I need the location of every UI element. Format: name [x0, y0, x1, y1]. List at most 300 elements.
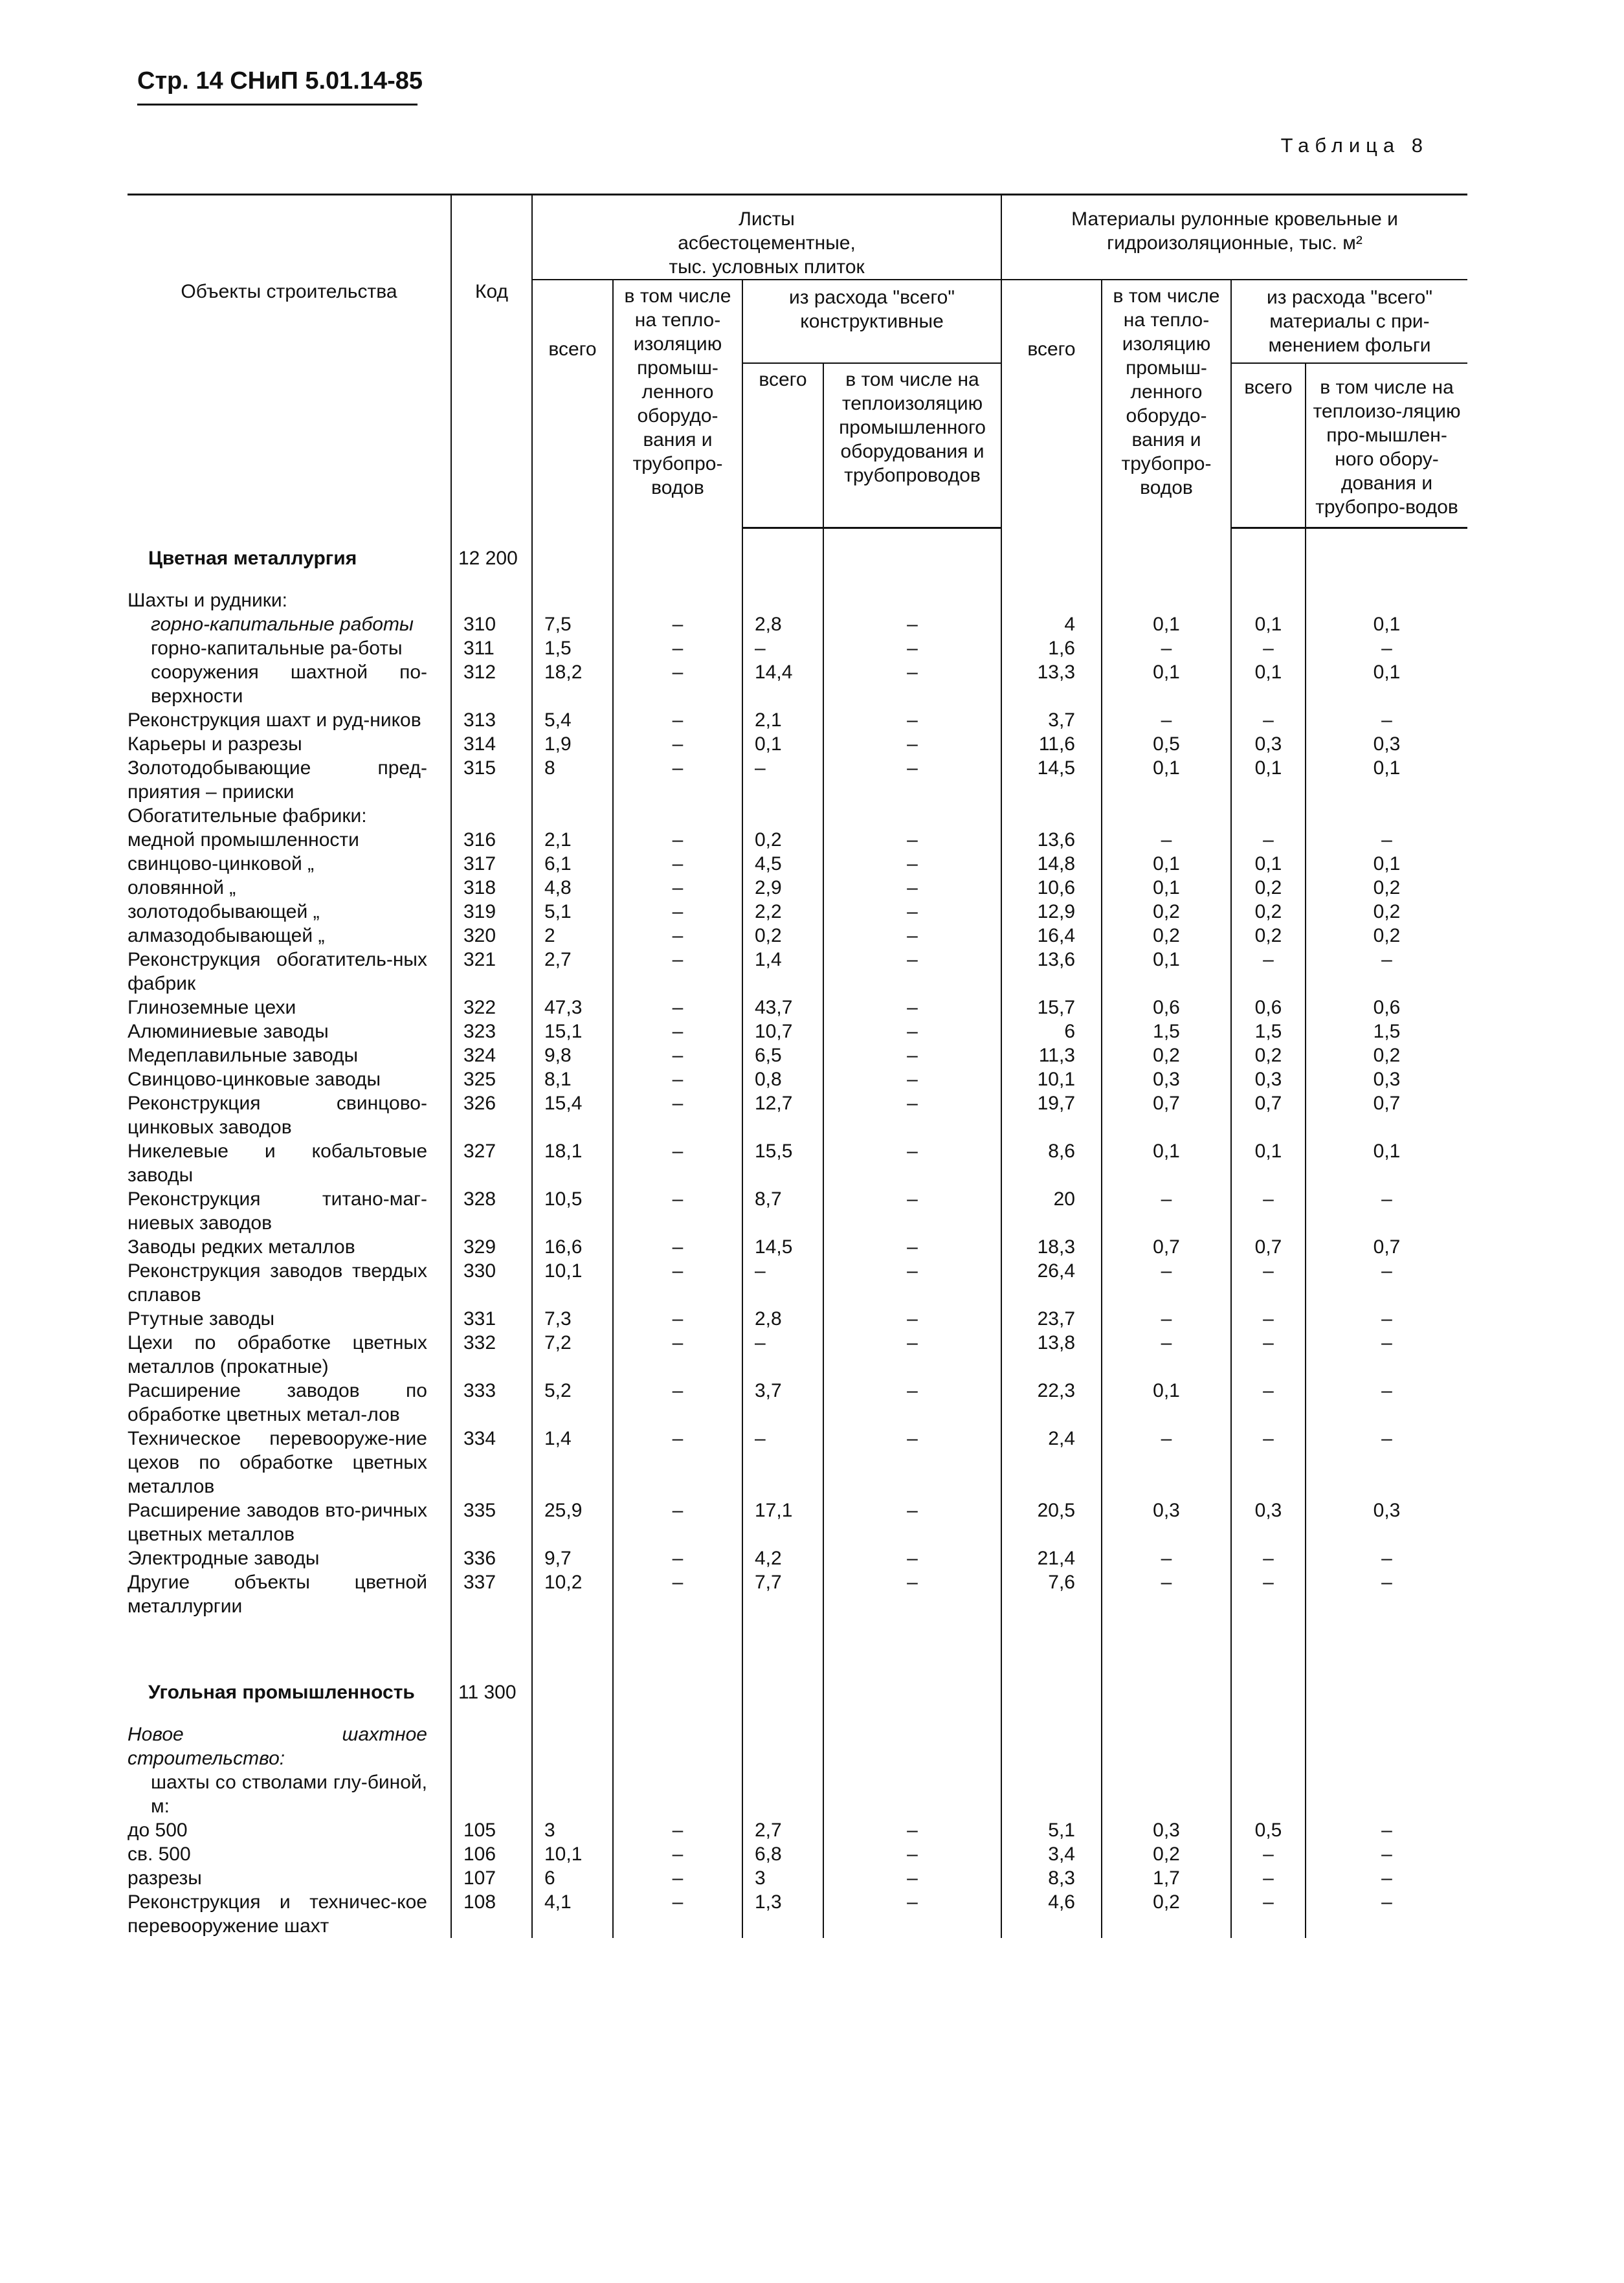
- cell-g1-constr-incl: –: [823, 1043, 1001, 1067]
- cell-g1-constr-incl: –: [823, 1379, 1001, 1427]
- cell-g1-incl: –: [613, 1427, 742, 1498]
- cell-g1-constr-incl: –: [823, 708, 1001, 732]
- cell-g2-incl: –: [1102, 1307, 1231, 1331]
- cell-g1-constr-incl: –: [823, 996, 1001, 1019]
- cell-g1-total: 1,9: [532, 732, 613, 756]
- row-code: 334: [451, 1427, 532, 1498]
- row-name: разрезы: [128, 1867, 202, 1889]
- cell-g2-total: 2,4: [1001, 1427, 1102, 1498]
- cell-g1-incl: –: [613, 636, 742, 660]
- cell-g1-incl: –: [613, 1498, 742, 1546]
- cell-g2-total: 6: [1001, 1019, 1102, 1043]
- row-name: Карьеры и разрезы: [128, 733, 302, 755]
- cell-g2-foil-incl: –: [1306, 1307, 1467, 1331]
- row-code: 336: [451, 1546, 532, 1570]
- cell-g1-incl: –: [613, 1019, 742, 1043]
- cell-g1-constr: 43,7: [742, 996, 823, 1019]
- cell-g2-total: 22,3: [1001, 1379, 1102, 1427]
- cell-g1-constr-incl: –: [823, 1331, 1001, 1379]
- cell-g2-foil: 0,1: [1231, 660, 1306, 708]
- cell-g2-foil: –: [1231, 1427, 1306, 1498]
- cell-g2-incl: 0,1: [1102, 1379, 1231, 1427]
- row-name: Реконструкция титано-маг-ниевых заводов: [128, 1188, 427, 1234]
- cell-g1-total: 7,5: [532, 612, 613, 636]
- row-name: Реконструкция и техничес-кое перевооружение шахт: [128, 1891, 427, 1937]
- cell-g2-foil: 0,1: [1231, 852, 1306, 876]
- cell-g2-foil: 0,1: [1231, 612, 1306, 636]
- cell-g1-constr-incl: –: [823, 1067, 1001, 1091]
- cell-g1-constr: 3,7: [742, 1379, 823, 1427]
- row-code: 328: [451, 1187, 532, 1235]
- row-code: [451, 804, 532, 828]
- cell-g1-constr: 0,2: [742, 924, 823, 948]
- cell-g1-constr-incl: –: [823, 828, 1001, 852]
- table-row: [128, 924, 1467, 948]
- cell-g2-total: 15,7: [1001, 996, 1102, 1019]
- row-code: [451, 1722, 532, 1770]
- table-row: [128, 708, 1467, 732]
- cell-g2-incl: 0,2: [1102, 900, 1231, 924]
- row-code: 327: [451, 1139, 532, 1187]
- cell-g1-incl: [613, 1770, 742, 1818]
- table-row: [128, 804, 1467, 828]
- cell-g1-constr: 2,7: [742, 1818, 823, 1842]
- row-code: 310: [451, 612, 532, 636]
- cell-g1-constr: 2,1: [742, 708, 823, 732]
- cell-g2-foil-incl: 0,1: [1306, 660, 1467, 708]
- cell-g2-foil-incl: 0,2: [1306, 1043, 1467, 1067]
- cell-g2-foil: 0,6: [1231, 996, 1306, 1019]
- row-name: Ртутные заводы: [128, 1308, 275, 1330]
- cell-g1-incl: –: [613, 732, 742, 756]
- cell-g1-incl: –: [613, 1067, 742, 1091]
- cell-g2-incl: –: [1102, 708, 1231, 732]
- cell-g2-total: 19,7: [1001, 1091, 1102, 1139]
- cell-g2-foil: 0,5: [1231, 1818, 1306, 1842]
- table-row: [128, 588, 1467, 612]
- row-code: 324: [451, 1043, 532, 1067]
- row-name: шахты со стволами глу-биной, м:: [151, 1771, 427, 1817]
- cell-g2-foil: 0,2: [1231, 900, 1306, 924]
- cell-g2-foil: [1231, 804, 1306, 828]
- row-name: Глиноземные цехи: [128, 996, 296, 1018]
- cell-g2-foil-incl: 0,7: [1306, 1091, 1467, 1139]
- cell-g1-constr-incl: –: [823, 732, 1001, 756]
- row-code: 326: [451, 1091, 532, 1139]
- cell-g1-constr-incl: –: [823, 1498, 1001, 1546]
- cell-g1-constr-incl: –: [823, 1259, 1001, 1307]
- cell-g2-total: 1,6: [1001, 636, 1102, 660]
- row-code: 314: [451, 732, 532, 756]
- row-name: Золотодобывающие пред-приятия – прииски: [128, 757, 427, 803]
- cell-g2-incl: 0,1: [1102, 660, 1231, 708]
- cell-g2-foil: 0,2: [1231, 924, 1306, 948]
- cell-g1-total: 9,7: [532, 1546, 613, 1570]
- section-title: Угольная промышленность: [148, 1681, 415, 1703]
- cell-g1-incl: –: [613, 1259, 742, 1307]
- cell-g2-incl: 0,3: [1102, 1498, 1231, 1546]
- cell-g1-total: 3: [532, 1818, 613, 1842]
- table-row: [128, 948, 1467, 996]
- cell-g1-total: [532, 588, 613, 612]
- cell-g1-constr: 2,9: [742, 876, 823, 900]
- cell-g1-total: 1,4: [532, 1427, 613, 1498]
- cell-g1-total: 6: [532, 1866, 613, 1890]
- table-row: [128, 1139, 1467, 1187]
- cell-g1-constr-incl: –: [823, 1890, 1001, 1938]
- cell-g2-foil-incl: –: [1306, 1427, 1467, 1498]
- cell-g1-constr: 3: [742, 1866, 823, 1890]
- cell-g2-total: [1001, 1722, 1102, 1770]
- cell-g1-constr-incl: –: [823, 1139, 1001, 1187]
- cell-g2-total: [1001, 588, 1102, 612]
- cell-g2-foil-incl: –: [1306, 1842, 1467, 1866]
- cell-g2-incl: –: [1102, 1259, 1231, 1307]
- table-row: [128, 1043, 1467, 1067]
- cell-g2-incl: –: [1102, 1427, 1231, 1498]
- row-code: 317: [451, 852, 532, 876]
- section-spacer: [128, 1618, 1467, 1662]
- cell-g1-constr: 4,5: [742, 852, 823, 876]
- cell-g1-constr: 0,8: [742, 1067, 823, 1091]
- cell-g2-foil-incl: –: [1306, 1890, 1467, 1938]
- section-title: Цветная металлургия: [148, 547, 357, 569]
- cell-g2-foil-incl: 0,2: [1306, 876, 1467, 900]
- cell-g2-total: 13,8: [1001, 1331, 1102, 1379]
- cell-g1-constr: –: [742, 1331, 823, 1379]
- cell-g2-total: 14,8: [1001, 852, 1102, 876]
- cell-g1-constr-incl: [823, 1722, 1001, 1770]
- cell-g1-incl: –: [613, 612, 742, 636]
- row-code: 315: [451, 756, 532, 804]
- table-row: [128, 612, 1467, 636]
- table-row: [128, 900, 1467, 924]
- row-name: золотодобывающей „: [128, 900, 320, 922]
- cell-g2-foil: –: [1231, 708, 1306, 732]
- col-g2-sub-total: всего: [1231, 363, 1306, 528]
- row-code: 332: [451, 1331, 532, 1379]
- cell-g2-foil-incl: 0,3: [1306, 1498, 1467, 1546]
- cell-g2-total: 3,4: [1001, 1842, 1102, 1866]
- cell-g1-total: 6,1: [532, 852, 613, 876]
- cell-g2-foil-incl: –: [1306, 1570, 1467, 1618]
- header-underline: [137, 104, 417, 106]
- cell-g1-constr-incl: –: [823, 1570, 1001, 1618]
- cell-g2-incl: 0,2: [1102, 1043, 1231, 1067]
- cell-g2-incl: 0,3: [1102, 1067, 1231, 1091]
- cell-g2-foil: –: [1231, 1570, 1306, 1618]
- cell-g2-incl: 0,1: [1102, 852, 1231, 876]
- cell-g1-incl: –: [613, 1307, 742, 1331]
- cell-g1-total: 18,2: [532, 660, 613, 708]
- cell-g2-total: 21,4: [1001, 1546, 1102, 1570]
- row-code: 321: [451, 948, 532, 996]
- cell-g1-constr: –: [742, 756, 823, 804]
- cell-g1-constr: 14,4: [742, 660, 823, 708]
- cell-g1-constr: 14,5: [742, 1235, 823, 1259]
- cell-g1-total: 8: [532, 756, 613, 804]
- col-g2-sub-incl: в том числе на теплоизо-ляцию про-мышлен-ного обору-дования и трубопро-водов: [1306, 363, 1467, 528]
- row-code: 320: [451, 924, 532, 948]
- cell-g2-incl: 0,2: [1102, 924, 1231, 948]
- cell-g2-incl: [1102, 1770, 1231, 1818]
- cell-g2-total: 11,6: [1001, 732, 1102, 756]
- cell-g2-foil: –: [1231, 1331, 1306, 1379]
- cell-g2-incl: 1,7: [1102, 1866, 1231, 1890]
- cell-g1-total: 10,1: [532, 1259, 613, 1307]
- table-row: [128, 1498, 1467, 1546]
- cell-g1-constr-incl: –: [823, 1235, 1001, 1259]
- cell-g2-foil: [1231, 1722, 1306, 1770]
- cell-g2-foil-incl: 0,1: [1306, 756, 1467, 804]
- cell-g2-foil-incl: –: [1306, 1866, 1467, 1890]
- cell-g2-total: 5,1: [1001, 1818, 1102, 1842]
- cell-g1-constr-incl: –: [823, 660, 1001, 708]
- cell-g1-incl: –: [613, 876, 742, 900]
- cell-g2-foil: –: [1231, 1546, 1306, 1570]
- cell-g2-foil-incl: [1306, 804, 1467, 828]
- cell-g1-total: 2,1: [532, 828, 613, 852]
- row-code: 325: [451, 1067, 532, 1091]
- table-row: [128, 1770, 1467, 1818]
- cell-g1-constr-incl: [823, 804, 1001, 828]
- cell-g2-foil-incl: 0,6: [1306, 996, 1467, 1019]
- cell-g1-constr-incl: –: [823, 1307, 1001, 1331]
- cell-g2-total: 3,7: [1001, 708, 1102, 732]
- cell-g2-foil: –: [1231, 948, 1306, 996]
- cell-g2-foil-incl: –: [1306, 1546, 1467, 1570]
- cell-g2-foil: 0,2: [1231, 876, 1306, 900]
- col-g1-sub-incl: в том числе на теплоизоляцию промышленного оборудования и трубопроводов: [823, 363, 1001, 528]
- cell-g1-total: 4,8: [532, 876, 613, 900]
- cell-g1-constr-incl: –: [823, 612, 1001, 636]
- table-row: [128, 996, 1467, 1019]
- table-body: [128, 528, 1467, 1938]
- cell-g2-incl: [1102, 1722, 1231, 1770]
- cell-g2-incl: 0,1: [1102, 756, 1231, 804]
- row-name: Реконструкция шахт и руд-ников: [128, 709, 421, 731]
- cell-g1-constr: 10,7: [742, 1019, 823, 1043]
- cell-g2-incl: 0,3: [1102, 1818, 1231, 1842]
- table-row: [128, 660, 1467, 708]
- cell-g1-incl: –: [613, 1546, 742, 1570]
- cell-g1-constr: 15,5: [742, 1139, 823, 1187]
- cell-g1-constr: 2,8: [742, 1307, 823, 1331]
- cell-g1-constr-incl: –: [823, 948, 1001, 996]
- cell-g1-incl: –: [613, 828, 742, 852]
- cell-g2-foil-incl: –: [1306, 1379, 1467, 1427]
- cell-g1-incl: –: [613, 1091, 742, 1139]
- row-name: медной промышленности: [128, 829, 359, 851]
- cell-g1-total: 10,2: [532, 1570, 613, 1618]
- col-code: Код: [451, 195, 532, 528]
- cell-g2-incl: 0,6: [1102, 996, 1231, 1019]
- cell-g1-constr-incl: –: [823, 900, 1001, 924]
- table-row: [128, 732, 1467, 756]
- cell-g1-constr-incl: –: [823, 1818, 1001, 1842]
- cell-g2-foil-incl: –: [1306, 1259, 1467, 1307]
- cell-g2-incl: 0,1: [1102, 876, 1231, 900]
- table-row: [128, 1019, 1467, 1043]
- cell-g2-foil-incl: 0,1: [1306, 852, 1467, 876]
- cell-g2-incl: 0,2: [1102, 1890, 1231, 1938]
- cell-g1-constr: [742, 588, 823, 612]
- table-row: [128, 1722, 1467, 1770]
- cell-g2-total: 10,6: [1001, 876, 1102, 900]
- table-row: [128, 1546, 1467, 1570]
- cell-g2-total: 18,3: [1001, 1235, 1102, 1259]
- table-row: [128, 1307, 1467, 1331]
- row-name: Новое шахтное строительство:: [128, 1723, 427, 1769]
- cell-g1-total: 15,1: [532, 1019, 613, 1043]
- cell-g2-incl: –: [1102, 1331, 1231, 1379]
- cell-g1-constr: 6,5: [742, 1043, 823, 1067]
- row-name: свинцово-цинковой „: [128, 852, 315, 874]
- cell-g1-constr-incl: –: [823, 852, 1001, 876]
- table-row: [128, 828, 1467, 852]
- row-code: 319: [451, 900, 532, 924]
- cell-g1-incl: –: [613, 708, 742, 732]
- cell-g2-foil: –: [1231, 1259, 1306, 1307]
- cell-g1-incl: –: [613, 996, 742, 1019]
- cell-g2-total: 23,7: [1001, 1307, 1102, 1331]
- cell-g2-foil: 0,7: [1231, 1091, 1306, 1139]
- row-code: 331: [451, 1307, 532, 1331]
- cell-g2-foil-incl: –: [1306, 636, 1467, 660]
- row-code: [451, 1770, 532, 1818]
- cell-g1-constr: 2,2: [742, 900, 823, 924]
- table-row: [128, 1379, 1467, 1427]
- cell-g2-foil: 0,3: [1231, 732, 1306, 756]
- cell-g1-incl: –: [613, 1818, 742, 1842]
- cell-g1-total: 10,5: [532, 1187, 613, 1235]
- row-name: до 500: [128, 1819, 188, 1841]
- cell-g1-incl: –: [613, 1379, 742, 1427]
- row-code: 311: [451, 636, 532, 660]
- cell-g1-total: 1,5: [532, 636, 613, 660]
- cell-g2-foil: –: [1231, 1842, 1306, 1866]
- cell-g1-incl: [613, 1722, 742, 1770]
- cell-g1-total: 5,4: [532, 708, 613, 732]
- cell-g1-incl: –: [613, 1043, 742, 1067]
- cell-g1-incl: –: [613, 1866, 742, 1890]
- cell-g1-incl: –: [613, 1187, 742, 1235]
- cell-g2-incl: –: [1102, 1570, 1231, 1618]
- cell-g2-foil: –: [1231, 1890, 1306, 1938]
- cell-g1-incl: –: [613, 1890, 742, 1938]
- cell-g2-foil: 1,5: [1231, 1019, 1306, 1043]
- cell-g2-foil: –: [1231, 828, 1306, 852]
- cell-g2-total: 20,5: [1001, 1498, 1102, 1546]
- cell-g1-constr: –: [742, 1427, 823, 1498]
- cell-g2-incl: 0,1: [1102, 1139, 1231, 1187]
- cell-g2-foil: 0,2: [1231, 1043, 1306, 1067]
- table-row: [128, 1259, 1467, 1307]
- row-name: Расширение заводов по обработке цветных метал-лов: [128, 1379, 427, 1425]
- cell-g1-constr-incl: –: [823, 1546, 1001, 1570]
- table-row: [128, 1067, 1467, 1091]
- cell-g2-incl: [1102, 588, 1231, 612]
- cell-g2-incl: 0,2: [1102, 1842, 1231, 1866]
- cell-g2-total: 13,6: [1001, 828, 1102, 852]
- cell-g1-total: 16,6: [532, 1235, 613, 1259]
- cell-g2-foil-incl: 0,1: [1306, 612, 1467, 636]
- row-name: св. 500: [128, 1843, 191, 1865]
- section-code: 12 200: [451, 528, 532, 588]
- col-objects: Объекты строительства: [128, 195, 451, 528]
- cell-g1-constr-incl: [823, 1770, 1001, 1818]
- cell-g1-total: 47,3: [532, 996, 613, 1019]
- table-row: [128, 1427, 1467, 1498]
- cell-g1-constr: –: [742, 1259, 823, 1307]
- row-name: Алюминиевые заводы: [128, 1020, 329, 1042]
- cell-g2-foil-incl: [1306, 1722, 1467, 1770]
- row-name: Обогатительные фабрики:: [128, 805, 367, 827]
- cell-g2-total: 8,3: [1001, 1866, 1102, 1890]
- cell-g2-total: 13,6: [1001, 948, 1102, 996]
- cell-g1-constr-incl: –: [823, 636, 1001, 660]
- cell-g1-constr: 7,7: [742, 1570, 823, 1618]
- cell-g2-foil: 0,1: [1231, 756, 1306, 804]
- cell-g1-total: [532, 1722, 613, 1770]
- cell-g2-total: 4,6: [1001, 1890, 1102, 1938]
- row-code: 106: [451, 1842, 532, 1866]
- cell-g1-total: 15,4: [532, 1091, 613, 1139]
- cell-g1-constr-incl: –: [823, 1019, 1001, 1043]
- col-group-roll: Материалы рулонные кровельные и гидроизоляционные, тыс. м²: [1001, 195, 1467, 280]
- cell-g1-incl: [613, 804, 742, 828]
- cell-g1-incl: –: [613, 1570, 742, 1618]
- cell-g1-incl: –: [613, 1331, 742, 1379]
- cell-g2-foil: –: [1231, 1866, 1306, 1890]
- cell-g2-total: 4: [1001, 612, 1102, 636]
- cell-g1-total: 2,7: [532, 948, 613, 996]
- cell-g1-total: 4,1: [532, 1890, 613, 1938]
- cell-g2-total: 13,3: [1001, 660, 1102, 708]
- cell-g1-incl: –: [613, 1842, 742, 1866]
- row-code: 316: [451, 828, 532, 852]
- row-name: горно-капитальные работы: [151, 613, 414, 635]
- row-code: 323: [451, 1019, 532, 1043]
- cell-g2-foil: –: [1231, 1307, 1306, 1331]
- cell-g2-incl: [1102, 804, 1231, 828]
- cell-g2-incl: 0,7: [1102, 1235, 1231, 1259]
- table-row: [128, 1331, 1467, 1379]
- cell-g2-total: 11,3: [1001, 1043, 1102, 1067]
- row-name: Шахты и рудники:: [128, 589, 287, 611]
- row-name: Никелевые и кобальтовые заводы: [128, 1140, 427, 1186]
- cell-g2-foil: –: [1231, 636, 1306, 660]
- cell-g2-incl: –: [1102, 1546, 1231, 1570]
- cell-g1-total: 9,8: [532, 1043, 613, 1067]
- data-table: [128, 194, 1467, 1938]
- cell-g1-constr: 4,2: [742, 1546, 823, 1570]
- row-name: горно-капитальные ра-боты: [151, 637, 403, 659]
- col-group-asbestos: Листы асбестоцементные, тыс. условных плиток: [532, 195, 1001, 280]
- cell-g2-total: 7,6: [1001, 1570, 1102, 1618]
- cell-g2-foil-incl: 0,3: [1306, 732, 1467, 756]
- col-g1-constructive: из расхода "всего" конструктивные: [742, 280, 1001, 363]
- row-name: Реконструкция заводов твердых сплавов: [128, 1260, 427, 1306]
- cell-g2-incl: 0,7: [1102, 1091, 1231, 1139]
- cell-g2-foil-incl: –: [1306, 708, 1467, 732]
- row-name: Заводы редких металлов: [128, 1236, 355, 1258]
- cell-g1-constr: 8,7: [742, 1187, 823, 1235]
- row-name: алмазодобывающей „: [128, 924, 325, 946]
- cell-g2-foil-incl: 0,1: [1306, 1139, 1467, 1187]
- col-g2-foil: из расхода "всего" материалы с при-менением фольги: [1231, 280, 1467, 363]
- table-row: [128, 876, 1467, 900]
